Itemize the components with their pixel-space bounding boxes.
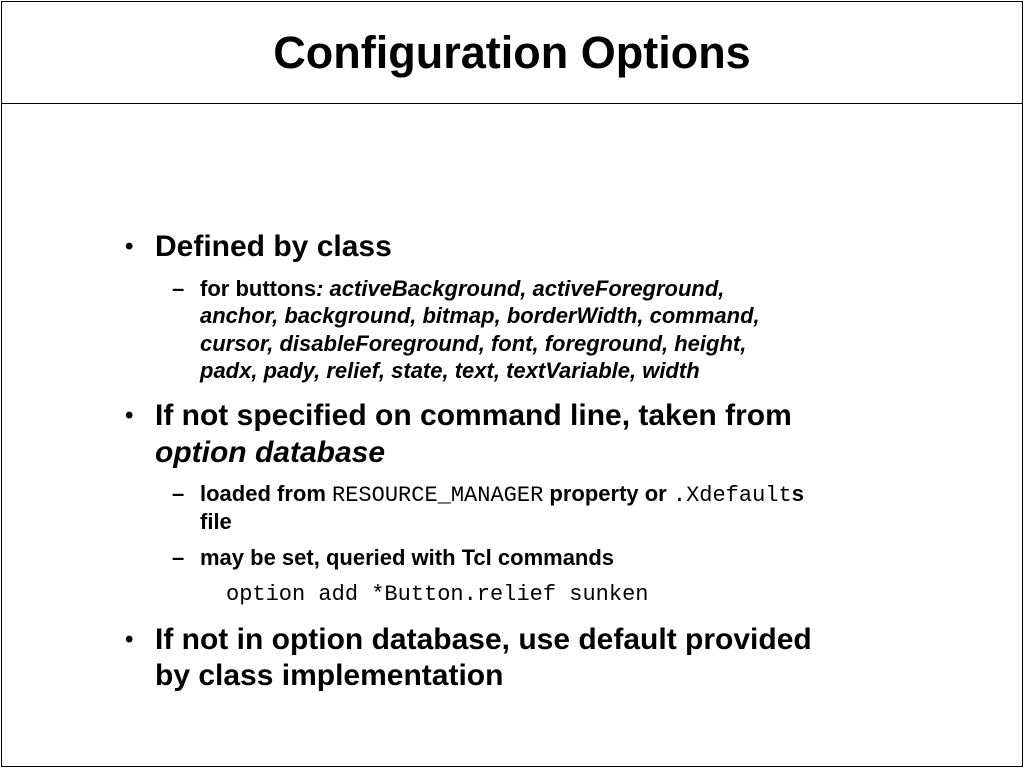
sub-bullet-2-1-line-1 — [172, 480, 804, 510]
sub-bullet-1-1-line-2: anchor, background, bitmap, borderWidth, command, — [200, 303, 760, 328]
slide-title: Configuration Options — [273, 27, 751, 78]
dash-marker: – — [172, 481, 185, 506]
sub-bullet-2-1-lead: loaded from — [200, 481, 326, 506]
sub-bullet-1-1-options-1: activeBackground, activeForeground, — [329, 276, 725, 301]
resource-manager-code: RESOURCE_MANAGER — [332, 483, 544, 508]
bullet-marker: • — [125, 233, 134, 260]
bullet-2-text-line-1: If not specified on command line, taken from — [155, 399, 792, 432]
bullet-3 — [125, 621, 812, 658]
sub-bullet-2-1-mid: property or — [549, 481, 667, 506]
bullet-1-text: Defined by class — [155, 230, 392, 263]
slide-content — [2, 2, 1022, 766]
bullet-3-text-line-2: by class implementation — [155, 659, 504, 692]
bullet-marker: • — [125, 402, 134, 429]
dash-marker: – — [172, 276, 185, 301]
xdefaults-code: .Xdefault — [672, 483, 792, 508]
sub-bullet-2-1-line-2: file — [200, 509, 232, 534]
sub-bullet-2-2-text: may be set, queried with Tcl commands — [200, 545, 615, 570]
sub-bullet-1-1-line-4: padx, pady, relief, state, text, textVariable, width — [200, 358, 700, 383]
sub-bullet-1-1-line-1 — [172, 275, 725, 303]
slide — [1, 1, 1023, 767]
dash-marker: – — [172, 545, 185, 570]
bullet-2 — [125, 397, 792, 434]
bullet-marker: • — [125, 626, 134, 653]
sub-bullet-1-1-lead: for buttons — [200, 276, 317, 301]
sub-bullet-2-1-tail: s — [791, 481, 804, 506]
sub-bullet-1-1-colon: : — [316, 276, 324, 301]
sub-bullet-2-2 — [172, 544, 615, 572]
bullet-1 — [125, 228, 392, 265]
sub-bullet-1-1-line-3: cursor, disableForeground, font, foreground, height, — [200, 331, 747, 356]
bullet-2-text-line-2: option database — [155, 436, 386, 469]
tcl-command-example: option add *Button.relief sunken — [226, 582, 649, 607]
bullet-3-text-line-1: If not in option database, use default provided — [155, 623, 812, 656]
